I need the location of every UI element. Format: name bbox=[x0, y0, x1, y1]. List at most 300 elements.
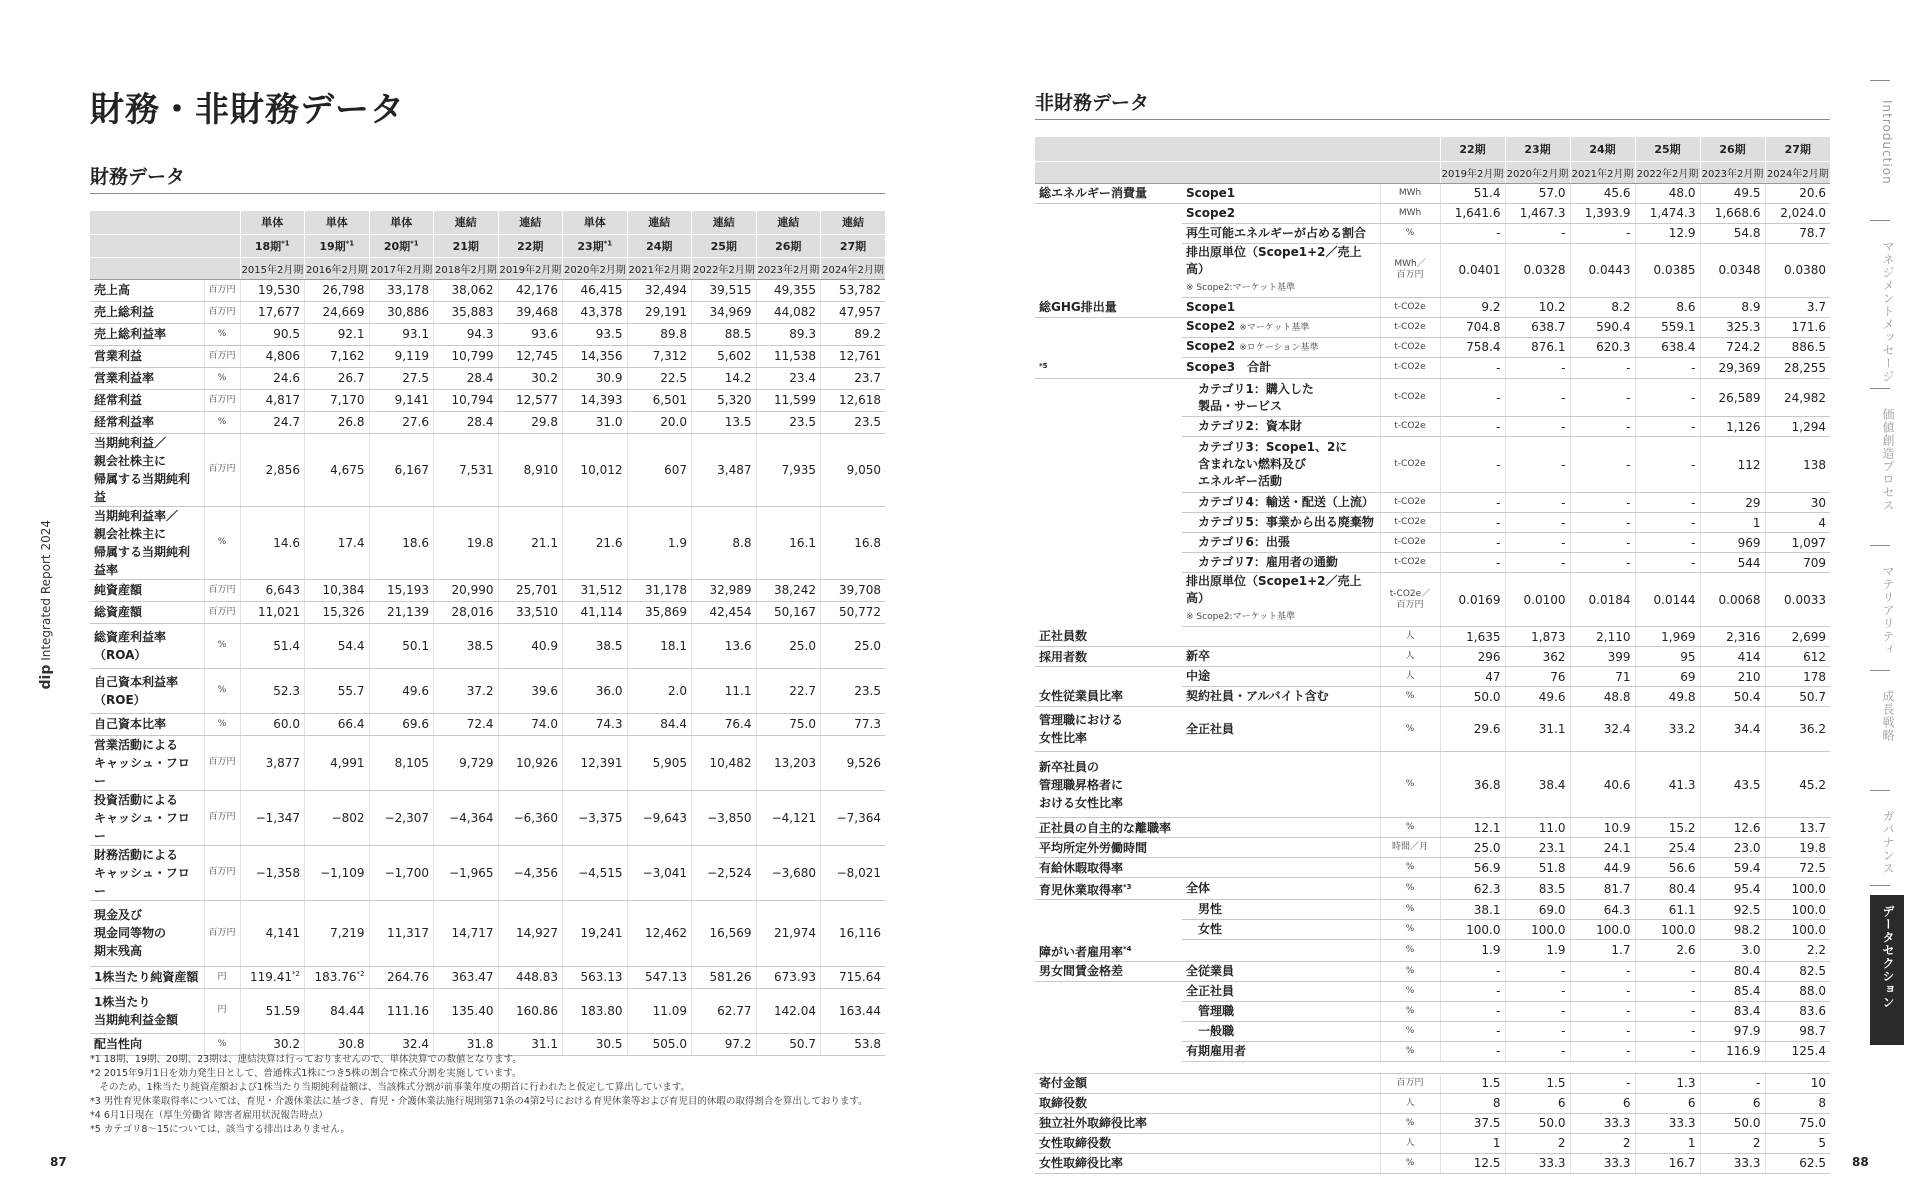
cell-value: 7,219 bbox=[305, 900, 370, 966]
cell-value: - bbox=[1505, 493, 1570, 513]
cell-value: −6,360 bbox=[498, 790, 563, 845]
cell-value: 11.1 bbox=[692, 668, 757, 713]
cell-value: 38.4 bbox=[1505, 752, 1570, 818]
header-blank bbox=[90, 257, 204, 279]
cell-value: 296 bbox=[1440, 647, 1505, 667]
cell-value: 0.0348 bbox=[1700, 243, 1765, 297]
row-subcategory: カテゴリ7：雇用者の通勤 bbox=[1182, 553, 1380, 573]
cell-value: 264.76 bbox=[369, 966, 434, 988]
cell-value: 7,312 bbox=[627, 345, 692, 367]
cell-value: 18.6 bbox=[369, 506, 434, 579]
cell-value: 61.1 bbox=[1635, 900, 1700, 920]
cell-value: 10 bbox=[1765, 1073, 1830, 1093]
row-subcategory: カテゴリ6：出張 bbox=[1182, 533, 1380, 553]
cell-value: 31,178 bbox=[627, 579, 692, 601]
header-date: 2021年2月期 bbox=[1570, 161, 1635, 183]
cell-value: 2,316 bbox=[1700, 627, 1765, 647]
row-category: 総GHG排出量 bbox=[1035, 297, 1182, 317]
side-nav-label: 成長戦略 bbox=[1881, 690, 1895, 742]
cell-value: 83.4 bbox=[1700, 1001, 1765, 1021]
cell-value: 607 bbox=[627, 433, 692, 506]
header-date: 2024年2月期 bbox=[821, 257, 886, 279]
row-subcategory bbox=[1182, 858, 1380, 878]
row-unit: 百万円 bbox=[204, 433, 240, 506]
row-subcategory bbox=[1182, 627, 1380, 647]
row-unit: % bbox=[204, 1033, 240, 1055]
brand-report: Integrated Report 2024 bbox=[39, 520, 53, 661]
table-row bbox=[1035, 900, 1830, 920]
header-type: 連結 bbox=[821, 211, 886, 234]
cell-value: 638.4 bbox=[1635, 337, 1700, 357]
cell-value: 20.6 bbox=[1765, 183, 1830, 203]
header-date: 2023年2月期 bbox=[1700, 161, 1765, 183]
cell-value: 19,241 bbox=[563, 900, 628, 966]
cell-value: - bbox=[1505, 533, 1570, 553]
header-date: 2015年2月期 bbox=[240, 257, 305, 279]
cell-value: 10,384 bbox=[305, 579, 370, 601]
header-blank bbox=[204, 211, 240, 234]
cell-value: - bbox=[1570, 437, 1635, 493]
cell-value: 673.93 bbox=[756, 966, 821, 988]
row-category bbox=[1035, 573, 1182, 627]
cell-value: 100.0 bbox=[1635, 920, 1700, 940]
cell-value: 19.8 bbox=[434, 506, 499, 579]
header-period: 20期$^{*1}$ bbox=[369, 234, 434, 257]
cell-value: 47,957 bbox=[821, 301, 886, 323]
cell-value: 4 bbox=[1765, 513, 1830, 533]
cell-value: 51.59 bbox=[240, 988, 305, 1033]
cell-value: 13.5 bbox=[692, 411, 757, 433]
side-nav-item[interactable] bbox=[1870, 800, 1904, 895]
cell-value: 66.4 bbox=[305, 713, 370, 735]
cell-value: 26.7 bbox=[305, 367, 370, 389]
financial-title-rule bbox=[90, 193, 885, 194]
row-category: 独立社外取締役比率 bbox=[1035, 1113, 1182, 1133]
cell-value: 620.3 bbox=[1570, 337, 1635, 357]
header-blank bbox=[1035, 137, 1182, 161]
cell-value: 1,474.3 bbox=[1635, 203, 1700, 223]
row-category: 正社員の自主的な離職率 bbox=[1035, 818, 1182, 838]
footnote-mark: *2 bbox=[356, 970, 365, 978]
header-blank bbox=[90, 211, 204, 234]
cell-value: 12,745 bbox=[498, 345, 563, 367]
side-nav-divider bbox=[1870, 885, 1890, 886]
footnote-line: *4 6月1日現在（厚生労働省 障害者雇用状況報告時点） bbox=[90, 1110, 328, 1121]
cell-value: −1,358 bbox=[240, 845, 305, 900]
table-row bbox=[90, 411, 885, 433]
cell-value: 21.1 bbox=[498, 506, 563, 579]
row-subcategory: カテゴリ4：輸送・配送（上流） bbox=[1182, 493, 1380, 513]
cell-value: 969 bbox=[1700, 533, 1765, 553]
cell-value: 39,468 bbox=[498, 301, 563, 323]
cell-value: - bbox=[1440, 533, 1505, 553]
cell-value: 26.8 bbox=[305, 411, 370, 433]
table-row bbox=[1035, 818, 1830, 838]
row-unit: % bbox=[1380, 900, 1440, 920]
row-label: 財務活動による キャッシュ・フロー bbox=[90, 845, 204, 900]
side-nav-item[interactable] bbox=[1870, 555, 1904, 675]
header-period: 18期$^{*1}$ bbox=[240, 234, 305, 257]
financial-data-table bbox=[90, 211, 885, 1056]
cell-value: 30 bbox=[1765, 493, 1830, 513]
cell-value: 8.8 bbox=[692, 506, 757, 579]
cell-value: 6 bbox=[1570, 1093, 1635, 1113]
cell-value: 30.2 bbox=[240, 1033, 305, 1055]
cell-value: - bbox=[1505, 961, 1570, 981]
cell-value: 363.47 bbox=[434, 966, 499, 988]
table-row bbox=[1035, 1041, 1830, 1061]
cell-value: 28,016 bbox=[434, 601, 499, 623]
cell-value: 4,806 bbox=[240, 345, 305, 367]
row-category: 女性取締役数 bbox=[1035, 1133, 1182, 1153]
cell-value: 1.7 bbox=[1570, 940, 1635, 962]
header-period: 24期 bbox=[1570, 137, 1635, 161]
row-label: 当期純利益／ 親会社株主に 帰属する当期純利益 bbox=[90, 433, 204, 506]
row-category bbox=[1035, 900, 1182, 920]
row-category: 障がい者雇用率$^{*4}$ bbox=[1035, 940, 1182, 962]
cell-value: 24.1 bbox=[1570, 838, 1635, 858]
table-row bbox=[1035, 297, 1830, 317]
row-label: 現金及び 現金同等物の 期末残高 bbox=[90, 900, 204, 966]
row-unit: 人 bbox=[1380, 647, 1440, 667]
cell-value: 715.64 bbox=[821, 966, 886, 988]
header-blank bbox=[90, 234, 204, 257]
header-blank bbox=[1380, 161, 1440, 183]
cell-value: - bbox=[1505, 223, 1570, 243]
cell-value: 62.77 bbox=[692, 988, 757, 1033]
cell-value: 14,356 bbox=[563, 345, 628, 367]
cell-value: 14.6 bbox=[240, 506, 305, 579]
row-category bbox=[1035, 379, 1182, 417]
row-label: 経常利益 bbox=[90, 389, 204, 411]
row-subcategory: 再生可能エネルギーが占める割合 bbox=[1182, 223, 1380, 243]
footnote-mark: *1 bbox=[345, 238, 355, 247]
cell-value: 8,910 bbox=[498, 433, 563, 506]
header-blank bbox=[1035, 161, 1182, 183]
cell-value: 6,643 bbox=[240, 579, 305, 601]
cell-value: 3.0 bbox=[1700, 940, 1765, 962]
cell-value: −9,643 bbox=[627, 790, 692, 845]
table-row bbox=[90, 579, 885, 601]
row-unit: 百万円 bbox=[204, 345, 240, 367]
row-unit: 時間／月 bbox=[1380, 838, 1440, 858]
row-subcategory: 排出原単位（Scope1+2／売上高） ※ Scope2:マーケット基準 bbox=[1182, 243, 1380, 297]
cell-value: 10.2 bbox=[1505, 297, 1570, 317]
header-blank bbox=[204, 257, 240, 279]
row-unit: % bbox=[204, 411, 240, 433]
side-nav-item[interactable] bbox=[1870, 895, 1904, 1045]
header-row-period bbox=[1035, 137, 1830, 161]
cell-value: 69.6 bbox=[369, 713, 434, 735]
cell-value: 29.8 bbox=[498, 411, 563, 433]
row-subcategory: 全正社員 bbox=[1182, 981, 1380, 1001]
cell-value: 12,761 bbox=[821, 345, 886, 367]
header-type: 単体 bbox=[563, 211, 628, 234]
table-row bbox=[1035, 1001, 1830, 1021]
row-subcategory bbox=[1182, 818, 1380, 838]
table-row bbox=[1035, 752, 1830, 818]
row-category bbox=[1035, 1021, 1182, 1041]
cell-value: 33.3 bbox=[1635, 1113, 1700, 1133]
row-subcategory: 女性 bbox=[1182, 920, 1380, 940]
cell-value: 30.8 bbox=[305, 1033, 370, 1055]
row-unit: % bbox=[1380, 981, 1440, 1001]
cell-value: 60.0 bbox=[240, 713, 305, 735]
table-row bbox=[90, 735, 885, 790]
cell-value: 0.0380 bbox=[1765, 243, 1830, 297]
cell-value: 51.4 bbox=[240, 623, 305, 668]
cell-value: 638.7 bbox=[1505, 317, 1570, 337]
header-type: 連結 bbox=[498, 211, 563, 234]
row-subcategory bbox=[1182, 752, 1380, 818]
cell-value: 52.3 bbox=[240, 668, 305, 713]
cell-value: 12,462 bbox=[627, 900, 692, 966]
cell-value: 81.7 bbox=[1570, 878, 1635, 900]
page-number-left: 87 bbox=[50, 1155, 67, 1169]
cell-value: 25.0 bbox=[756, 623, 821, 668]
cell-value: 92.5 bbox=[1700, 900, 1765, 920]
row-unit: t-CO2e bbox=[1380, 553, 1440, 573]
table-row bbox=[1035, 707, 1830, 752]
footnote-line: *5 カテゴリ8〜15については、該当する排出はありません。 bbox=[90, 1124, 350, 1135]
row-category bbox=[1035, 513, 1182, 533]
cell-value: - bbox=[1505, 437, 1570, 493]
cell-value: - bbox=[1570, 1073, 1635, 1093]
cell-value: - bbox=[1570, 961, 1635, 981]
table-row bbox=[1035, 203, 1830, 223]
row-unit: 百万円 bbox=[204, 579, 240, 601]
row-subcategory bbox=[1182, 1113, 1380, 1133]
cell-value: 38,242 bbox=[756, 579, 821, 601]
cell-value: - bbox=[1440, 379, 1505, 417]
cell-value: 1 bbox=[1635, 1133, 1700, 1153]
cell-value: 9,119 bbox=[369, 345, 434, 367]
cell-value: 59.4 bbox=[1700, 858, 1765, 878]
cell-value: - bbox=[1635, 981, 1700, 1001]
table-row bbox=[1035, 1113, 1830, 1133]
row-unit: % bbox=[1380, 752, 1440, 818]
row-label: 当期純利益率／ 親会社株主に 帰属する当期純利益率 bbox=[90, 506, 204, 579]
cell-value: 7,531 bbox=[434, 433, 499, 506]
cell-value: 1,294 bbox=[1765, 417, 1830, 437]
header-date: 2024年2月期 bbox=[1765, 161, 1830, 183]
cell-value: 71 bbox=[1570, 667, 1635, 687]
table-row bbox=[90, 601, 885, 623]
cell-value: 135.40 bbox=[434, 988, 499, 1033]
cell-value: 48.8 bbox=[1570, 687, 1635, 707]
cell-value: 709 bbox=[1765, 553, 1830, 573]
cell-value: 32.4 bbox=[369, 1033, 434, 1055]
side-nav-item[interactable] bbox=[1870, 230, 1904, 395]
cell-value: 82.5 bbox=[1765, 961, 1830, 981]
cell-value: 112 bbox=[1700, 437, 1765, 493]
cell-value: 8 bbox=[1440, 1093, 1505, 1113]
cell-value: - bbox=[1440, 357, 1505, 379]
cell-value: 14,393 bbox=[563, 389, 628, 411]
cell-value: 43,378 bbox=[563, 301, 628, 323]
table-row bbox=[90, 301, 885, 323]
cell-value: 49,355 bbox=[756, 279, 821, 301]
cell-value: 0.0068 bbox=[1700, 573, 1765, 627]
cell-value: 399 bbox=[1570, 647, 1635, 667]
cell-value: 78.7 bbox=[1765, 223, 1830, 243]
cell-value: 11.0 bbox=[1505, 818, 1570, 838]
cell-value: 3,487 bbox=[692, 433, 757, 506]
cell-value: 1 bbox=[1440, 1133, 1505, 1153]
row-subcategory bbox=[1182, 1093, 1380, 1113]
row-unit: t-CO2e bbox=[1380, 317, 1440, 337]
cell-value: - bbox=[1570, 513, 1635, 533]
cell-value: 28.4 bbox=[434, 367, 499, 389]
cell-value: 13.6 bbox=[692, 623, 757, 668]
header-date: 2023年2月期 bbox=[756, 257, 821, 279]
cell-value: 14,927 bbox=[498, 900, 563, 966]
cell-value: 49.6 bbox=[1505, 687, 1570, 707]
side-nav-label: マネジメントメッセージ bbox=[1881, 240, 1895, 383]
cell-value: 15,326 bbox=[305, 601, 370, 623]
cell-value: 40.9 bbox=[498, 623, 563, 668]
footnote-line: *1 18期、19期、20期、23期は、連結決算は行っておりませんので、単体決算での数値となります。 bbox=[90, 1054, 522, 1065]
cell-value: 7,162 bbox=[305, 345, 370, 367]
row-unit: t-CO2e bbox=[1380, 379, 1440, 417]
side-nav-item[interactable] bbox=[1870, 680, 1904, 795]
side-nav-item[interactable] bbox=[1870, 398, 1904, 548]
row-subcategory bbox=[1182, 1133, 1380, 1153]
cell-value: 21.6 bbox=[563, 506, 628, 579]
side-nav-item[interactable] bbox=[1870, 90, 1904, 230]
row-unit: % bbox=[1380, 920, 1440, 940]
cell-value: 20.0 bbox=[627, 411, 692, 433]
cell-value: 9,141 bbox=[369, 389, 434, 411]
row-category: 総エネルギー消費量 bbox=[1035, 183, 1182, 203]
cell-value: 33.3 bbox=[1700, 1153, 1765, 1173]
footnote-mark: *1 bbox=[410, 238, 419, 247]
side-nav-label: ガバナンス bbox=[1881, 810, 1895, 875]
table-row bbox=[1035, 573, 1830, 627]
table-row bbox=[90, 279, 885, 301]
header-date: 2022年2月期 bbox=[1635, 161, 1700, 183]
cell-value: 6 bbox=[1700, 1093, 1765, 1113]
page-number-right: 88 bbox=[1852, 1155, 1869, 1169]
cell-value: 26,589 bbox=[1700, 379, 1765, 417]
cell-value: 49.6 bbox=[369, 668, 434, 713]
cell-value: 27.6 bbox=[369, 411, 434, 433]
cell-value: 32,494 bbox=[627, 279, 692, 301]
header-blank bbox=[204, 234, 240, 257]
cell-value: 3.7 bbox=[1765, 297, 1830, 317]
row-subcategory: 全体 bbox=[1182, 878, 1380, 900]
table-row bbox=[1035, 493, 1830, 513]
row-subcategory: Scope1 bbox=[1182, 183, 1380, 203]
cell-value: 83.6 bbox=[1765, 1001, 1830, 1021]
cell-value: 38.1 bbox=[1440, 900, 1505, 920]
row-note: ※マーケット基準 bbox=[1239, 322, 1310, 333]
header-period: 27期 bbox=[1765, 137, 1830, 161]
row-unit: % bbox=[204, 506, 240, 579]
cell-value: 0.0169 bbox=[1440, 573, 1505, 627]
cell-value: 28,255 bbox=[1765, 357, 1830, 379]
cell-value: −2,307 bbox=[369, 790, 434, 845]
cell-value: 2,699 bbox=[1765, 627, 1830, 647]
row-category bbox=[1035, 337, 1182, 357]
row-unit: t-CO2e bbox=[1380, 297, 1440, 317]
row-unit: % bbox=[1380, 940, 1440, 962]
cell-value: 2.6 bbox=[1635, 940, 1700, 962]
cell-value: 26,798 bbox=[305, 279, 370, 301]
row-category: 女性取締役比率 bbox=[1035, 1153, 1182, 1173]
cell-value: 38.5 bbox=[434, 623, 499, 668]
cell-value: 8.6 bbox=[1635, 297, 1700, 317]
table-row bbox=[90, 713, 885, 735]
table-row bbox=[1035, 513, 1830, 533]
cell-value: 1.9 bbox=[1505, 940, 1570, 962]
cell-value: −802 bbox=[305, 790, 370, 845]
cell-value: 64.3 bbox=[1570, 900, 1635, 920]
cell-value: 448.83 bbox=[498, 966, 563, 988]
header-period: 22期 bbox=[498, 234, 563, 257]
row-category: 採用者数 bbox=[1035, 647, 1182, 667]
table-row bbox=[1035, 379, 1830, 417]
footnotes bbox=[90, 1051, 890, 1135]
cell-value: 4,991 bbox=[305, 735, 370, 790]
cell-value: 36.2 bbox=[1765, 707, 1830, 752]
header-date: 2017年2月期 bbox=[369, 257, 434, 279]
row-subcategory: Scope2 bbox=[1182, 203, 1380, 223]
row-unit: % bbox=[1380, 878, 1440, 900]
cell-value: 1,668.6 bbox=[1700, 203, 1765, 223]
row-unit: % bbox=[1380, 961, 1440, 981]
header-period: 23期 bbox=[1505, 137, 1570, 161]
row-category bbox=[1035, 533, 1182, 553]
row-subcategory: 管理職 bbox=[1182, 1001, 1380, 1021]
row-label: 営業活動による キャッシュ・フロー bbox=[90, 735, 204, 790]
row-category bbox=[1035, 357, 1182, 379]
cell-value: 1,467.3 bbox=[1505, 203, 1570, 223]
cell-value: 12,618 bbox=[821, 389, 886, 411]
cell-value: 100.0 bbox=[1505, 920, 1570, 940]
footnote-mark: *4 bbox=[1123, 944, 1132, 953]
table-row bbox=[1035, 858, 1830, 878]
cell-value: 57.0 bbox=[1505, 183, 1570, 203]
cell-value: 14,717 bbox=[434, 900, 499, 966]
header-period: 26期 bbox=[756, 234, 821, 257]
row-subcategory: カテゴリ2：資本財 bbox=[1182, 417, 1380, 437]
row-unit: % bbox=[204, 323, 240, 345]
cell-value: - bbox=[1570, 981, 1635, 1001]
header-date: 2019年2月期 bbox=[498, 257, 563, 279]
cell-value: 13,203 bbox=[756, 735, 821, 790]
cell-value: 89.8 bbox=[627, 323, 692, 345]
cell-value: 33.3 bbox=[1505, 1153, 1570, 1173]
cell-value: 0.0385 bbox=[1635, 243, 1700, 297]
header-row-date bbox=[90, 257, 885, 279]
cell-value: 0.0184 bbox=[1570, 573, 1635, 627]
cell-value: 30,886 bbox=[369, 301, 434, 323]
row-unit: % bbox=[204, 713, 240, 735]
cell-value: 1,873 bbox=[1505, 627, 1570, 647]
header-period: 27期 bbox=[821, 234, 886, 257]
table-row bbox=[1035, 317, 1830, 337]
cell-value: - bbox=[1570, 533, 1635, 553]
cell-value: 10,799 bbox=[434, 345, 499, 367]
cell-value: 37.5 bbox=[1440, 1113, 1505, 1133]
cell-value: - bbox=[1570, 1041, 1635, 1061]
row-unit: % bbox=[1380, 1113, 1440, 1133]
cell-value: - bbox=[1505, 1001, 1570, 1021]
cell-value: 49.8 bbox=[1635, 687, 1700, 707]
cell-value: 50.0 bbox=[1700, 1113, 1765, 1133]
cell-value: - bbox=[1505, 513, 1570, 533]
